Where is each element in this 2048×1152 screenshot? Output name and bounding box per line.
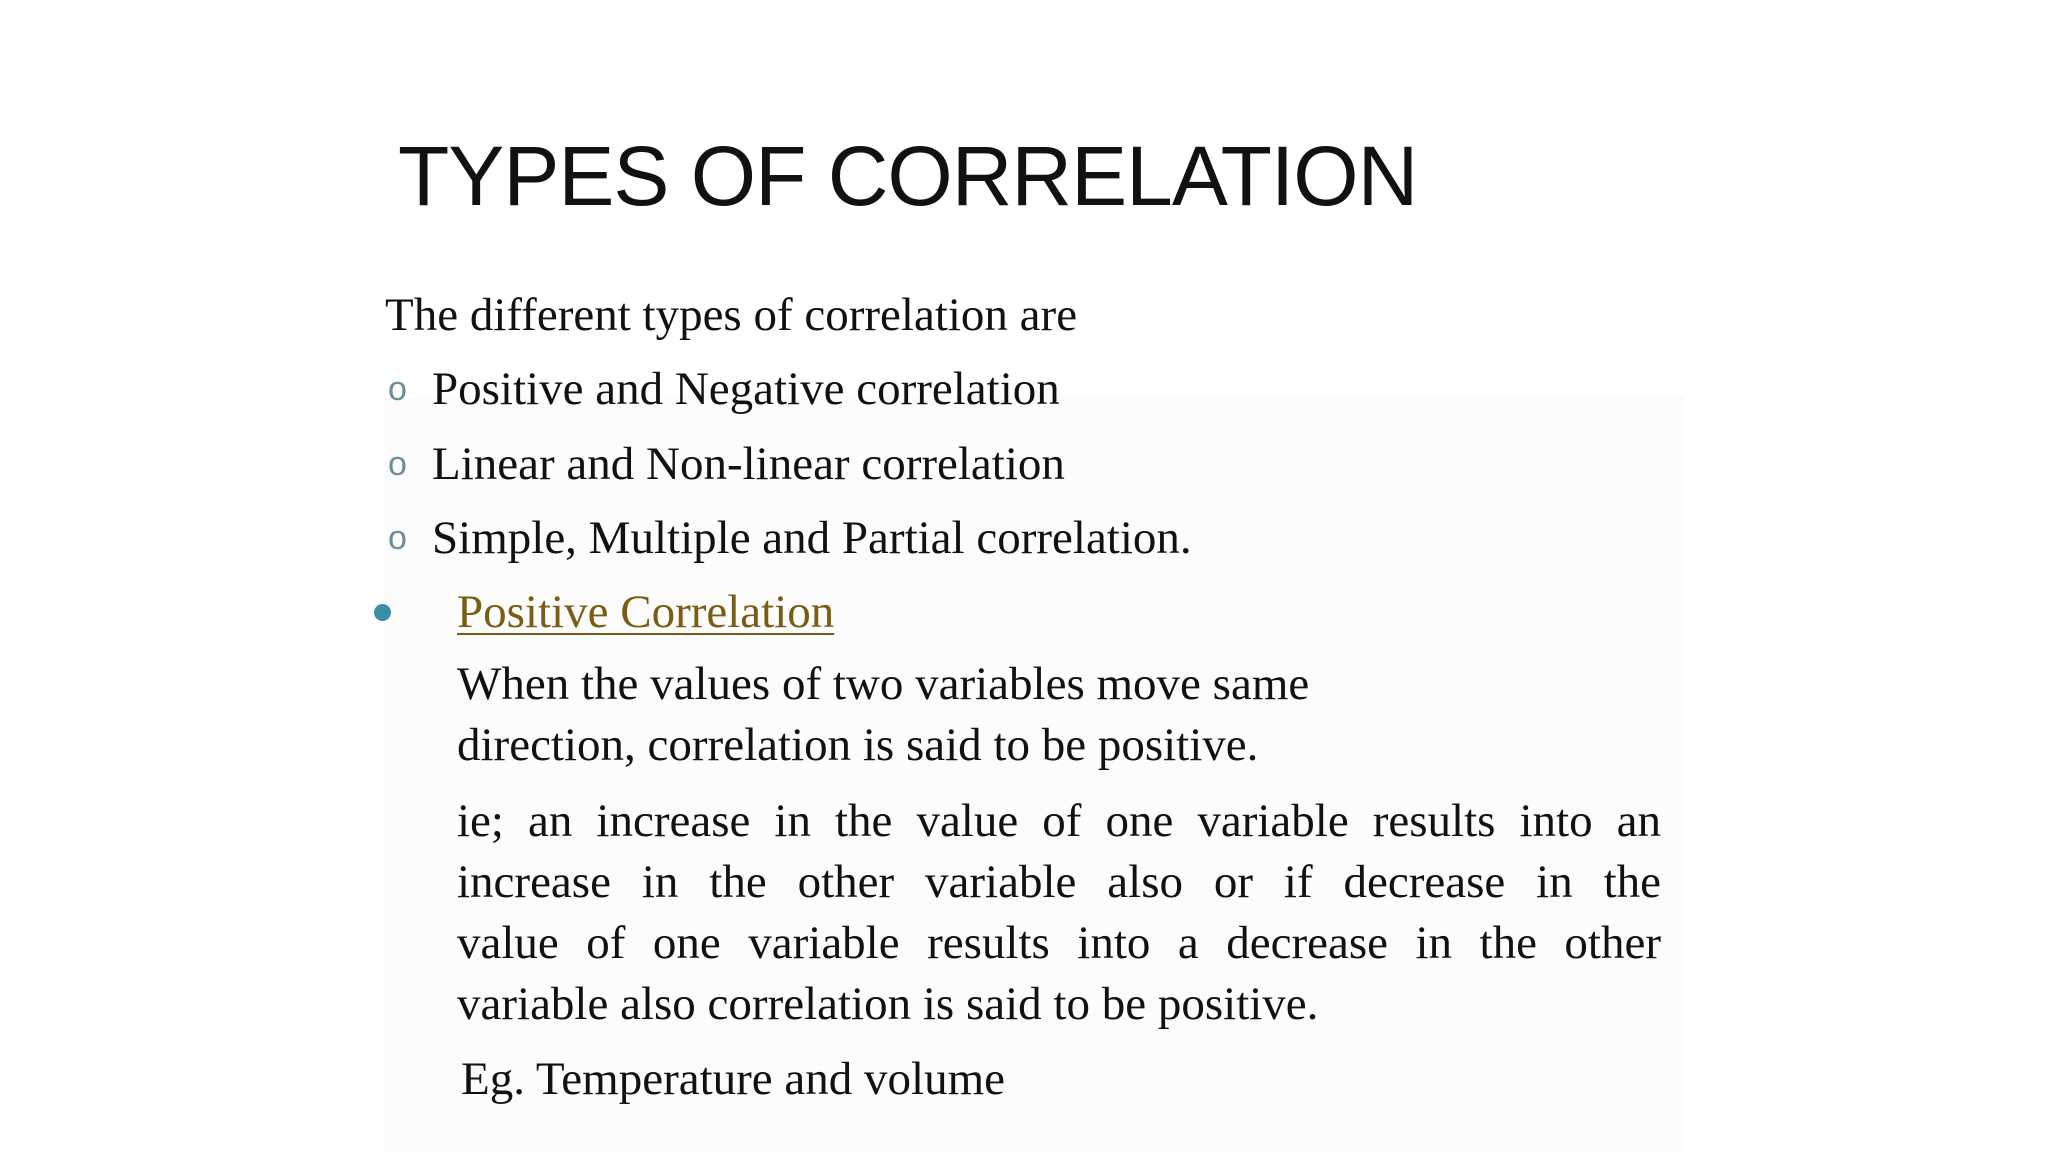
type-item-simple-multiple-partial: Simple, Multiple and Partial correlation. — [432, 512, 1192, 564]
definition-line: When the values of two variables move same — [457, 658, 1310, 710]
definition-paragraph — [457, 654, 1575, 776]
explanation-line: ie; an increase in the value of one variable results into an — [457, 795, 1661, 847]
hollow-circle-bullet-icon: o — [388, 370, 407, 408]
hollow-circle-bullet-icon: o — [388, 519, 407, 557]
type-item-positive-negative: Positive and Negative correlation — [432, 363, 1060, 415]
explanation-paragraph — [457, 791, 1661, 1035]
explanation-line: variable also correlation is said to be positive. — [457, 978, 1319, 1030]
type-item-linear-nonlinear: Linear and Non-linear correlation — [432, 438, 1065, 490]
hollow-circle-bullet-icon: o — [388, 445, 407, 483]
explanation-line: value of one variable results into a decrease in the other — [457, 917, 1661, 969]
filled-dot-bullet-icon — [374, 604, 391, 621]
explanation-line: increase in the other variable also or if decrease in the — [457, 856, 1661, 908]
example-text: Eg. Temperature and volume — [461, 1053, 1005, 1105]
intro-text: The different types of correlation are — [385, 289, 1078, 341]
positive-correlation-heading[interactable]: Positive Correlation — [457, 586, 835, 638]
slide-title: TYPES OF CORRELATION — [398, 129, 1418, 223]
definition-line: direction, correlation is said to be positive. — [457, 719, 1259, 771]
